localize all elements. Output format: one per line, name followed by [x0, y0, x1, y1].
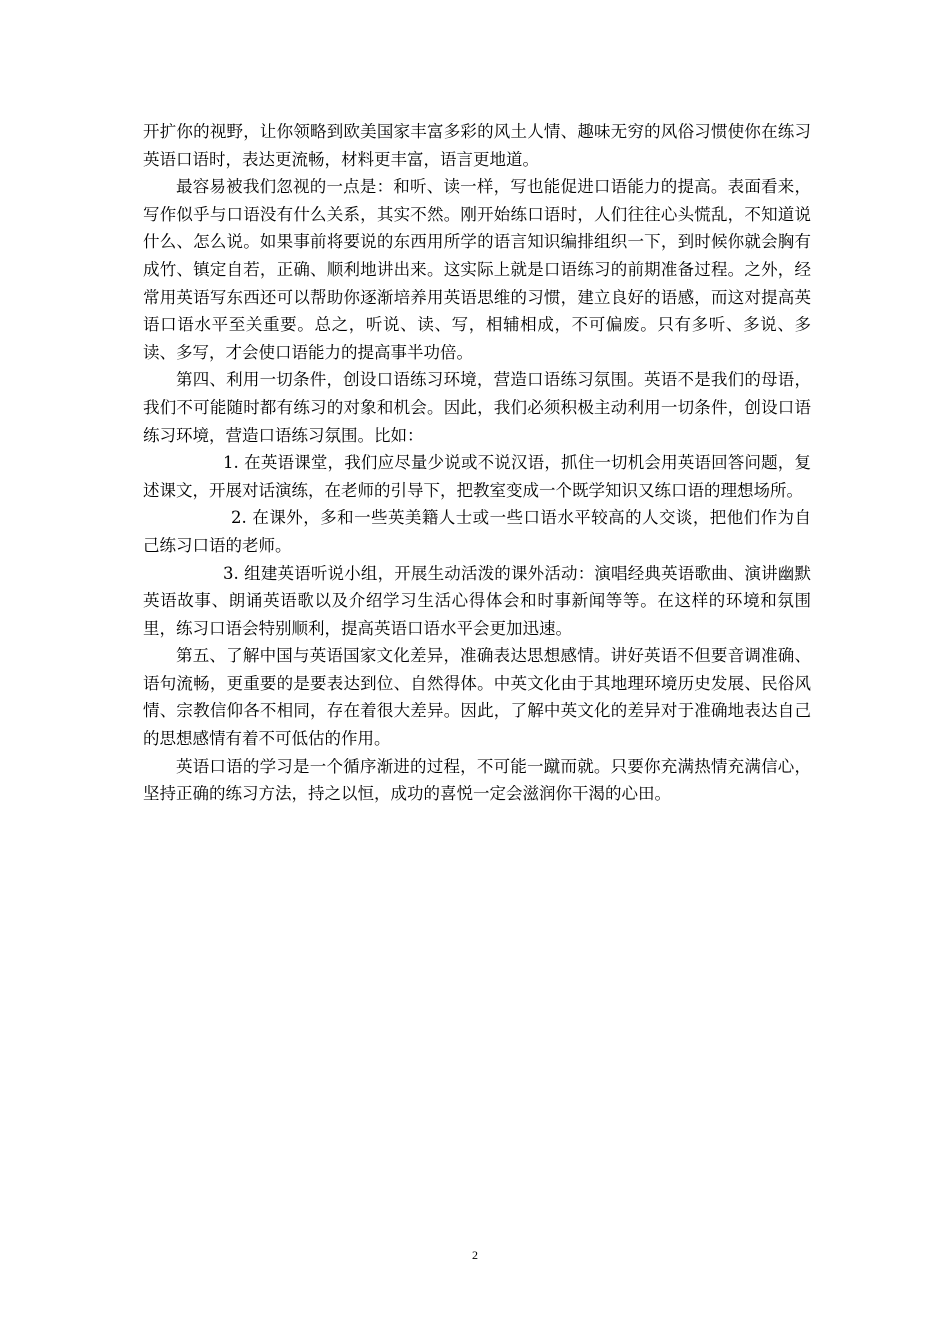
paragraph-continuation: 开扩你的视野，让你领略到欧美国家丰富多彩的风土人情、趣味无穷的风俗习惯使你在练习英语口语时，表达更流畅，材料更丰富，语言更地道。: [143, 122, 811, 169]
list-item-1: 1. 在英语课堂，我们应尽量少说或不说汉语，抓住一切机会用英语回答问题，复述课文，开展对话演练，在老师的引导下，把教室变成一个既学知识又练口语的理想场所。: [143, 453, 811, 500]
paragraph-conclusion: 英语口语的学习是一个循序渐进的过程，不可能一蹴而就。只要你充满热情充满信心，坚持正确的练习方法，持之以恒，成功的喜悦一定会滋润你干渴的心田。: [143, 756, 811, 804]
list-item-2: 2. 在课外，多和一些英美籍人士或一些口语水平较高的人交谈，把他们作为自己练习口语的老师。: [143, 508, 811, 555]
document-body: [143, 118, 811, 808]
paragraph-writing: 最容易被我们忽视的一点是：和听、读一样，写也能促进口语能力的提高。表面看来，写作似乎与口语没有什么关系，其实不然。刚开始练口语时，人们往往心头慌乱，不知道说什么、怎么说。如果事前将要说的东西用所学的语言知识编排组织一下，到时候你就会胸有成竹、镇定自若，正确、顺利地讲出来。这实际上就是口语练习的前期准备过程。之外，经常用英语写东西还可以帮助你逐渐培养用英语思维的习惯，建立良好的语感，而这对提高英语口语水平至关重要。总之，听说、读、写，相辅相成，不可偏废。只有多听、多说、多读、多写，才会使口语能力的提高事半功倍。: [143, 177, 811, 362]
page-number: 2: [472, 1248, 478, 1262]
paragraph-point-five: 第五、了解中国与英语国家文化差异，准确表达思想感情。讲好英语不但要音调准确、语句流畅，更重要的是要表达到位、自然得体。中英文化由于其地理环境历史发展、民俗风情、宗教信仰各不相同，存在着很大差异。因此，了解中英文化的差异对于准确地表达自己的思想感情有着不可低估的作用。: [143, 646, 811, 749]
list-item-3: 3. 组建英语听说小组，开展生动活泼的课外活动：演唱经典英语歌曲、演讲幽默英语故事、朗诵英语歌以及介绍学习生活心得体会和时事新闻等等。在这样的环境和氛围里，练习口语会特别顺利，提高英语口语水平会更加迅速。: [143, 563, 811, 638]
paragraph-point-four: 第四、利用一切条件，创设口语练习环境，营造口语练习氛围。英语不是我们的母语， 我们不可能随时都有练习的对象和机会。因此，我们必须积极主动利用一切条件，创设口语练习环境，营造口语练习氛围。比如：: [143, 370, 811, 445]
